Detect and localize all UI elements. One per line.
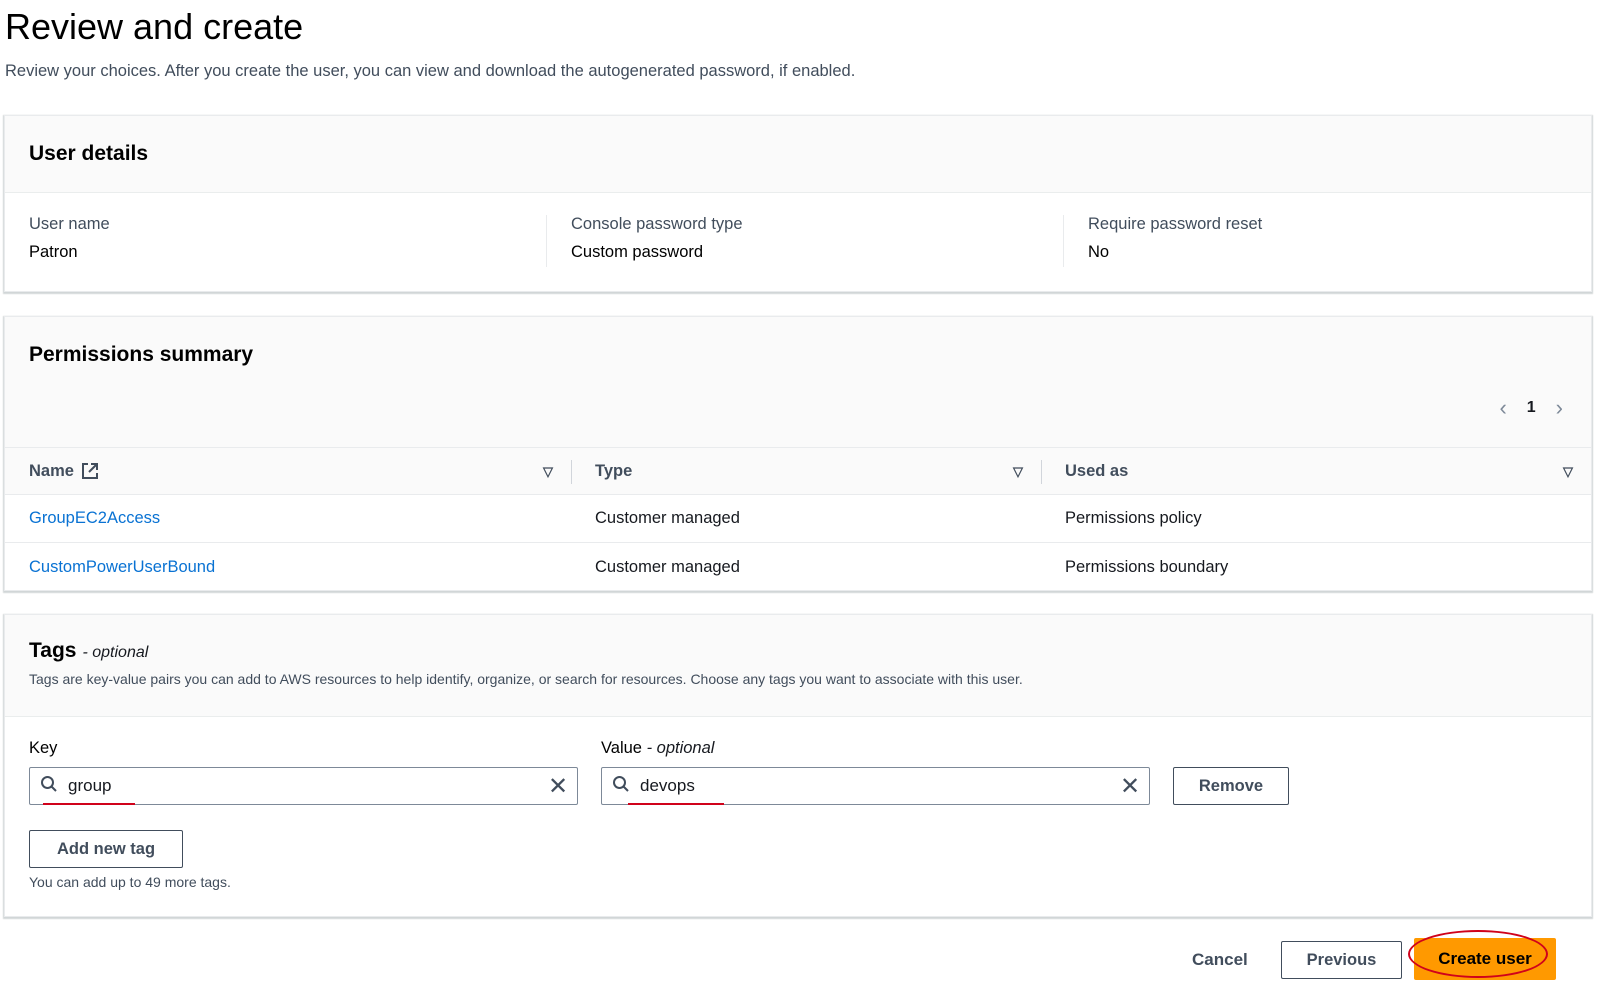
table-row [5, 495, 1591, 543]
table-header [5, 447, 1591, 495]
field-value: Custom password [571, 243, 704, 261]
column-header-label: Type [595, 461, 633, 480]
tags-panel [4, 614, 1592, 917]
field-label: User name [29, 215, 110, 233]
cancel-button[interactable]: Cancel [1192, 950, 1248, 969]
tag-key-value[interactable]: group [68, 776, 112, 795]
user-details-fields [5, 193, 1591, 267]
policy-link[interactable]: CustomPowerUserBound [29, 557, 216, 576]
annotation-circle [1408, 930, 1548, 978]
tags-header [5, 615, 1591, 717]
policy-link[interactable]: GroupEC2Access [29, 509, 161, 527]
remove-button[interactable]: Remove [1173, 767, 1289, 805]
table-cell: Customer managed [595, 557, 740, 576]
clear-icon[interactable]: ✕ [547, 772, 569, 800]
value-label: Value [601, 739, 642, 757]
external-link-icon [81, 462, 99, 480]
tag-key-input[interactable] [29, 767, 578, 805]
chevron-right-icon[interactable]: › [1555, 395, 1563, 420]
tag-value-value[interactable]: devops [640, 776, 695, 795]
sort-caret-icon[interactable]: ▽ [1013, 464, 1023, 479]
tags-title-row [29, 639, 1567, 663]
sort-caret-icon[interactable]: ▽ [543, 464, 553, 479]
field-user-name [29, 215, 546, 267]
chevron-left-icon[interactable]: ‹ [1499, 395, 1507, 420]
optional-label: - optional [82, 644, 149, 661]
field-label: Console password type [571, 215, 743, 233]
optional-label: - optional [646, 739, 715, 757]
column-header-type[interactable] [571, 448, 1041, 494]
search-icon [30, 775, 68, 798]
annotation-underline [628, 803, 724, 805]
field-require-password-reset [1063, 215, 1580, 267]
field-value: No [1088, 243, 1110, 261]
field-console-password-type [546, 215, 1063, 267]
permissions-title: Permissions summary [29, 343, 254, 366]
permissions-summary-panel [4, 316, 1592, 591]
field-value: Patron [29, 243, 78, 261]
user-details-title: User details [29, 142, 149, 165]
page-number[interactable]: 1 [1526, 399, 1536, 416]
user-details-header [5, 116, 1591, 193]
search-icon [602, 775, 640, 798]
clear-icon[interactable]: ✕ [1119, 772, 1141, 800]
table-cell: Customer managed [595, 509, 740, 527]
column-header-used-as[interactable] [1041, 448, 1591, 494]
tags-hint: You can add up to 49 more tags. [29, 874, 231, 890]
sort-caret-icon[interactable]: ▽ [1563, 464, 1573, 479]
tags-title: Tags [29, 639, 77, 662]
column-header-name[interactable] [5, 448, 571, 494]
create-user-button[interactable]: Create user [1414, 938, 1556, 980]
page-title: Review and create [5, 6, 304, 47]
add-new-tag-button[interactable]: Add new tag [29, 830, 183, 868]
page-description: Review your choices. After you create the user, you can view and download the autogenerated password, if enabled. [5, 62, 856, 80]
annotation-underline [43, 803, 135, 805]
value-label-row [601, 739, 714, 758]
tags-description: Tags are key-value pairs you can add to AWS resources to help identify, organize, or search for resources. Choose any tags you want to associate with this user. [29, 671, 1023, 687]
column-header-label: Name [29, 461, 74, 480]
table-row [5, 543, 1591, 591]
tag-value-input[interactable] [601, 767, 1150, 805]
user-details-panel [4, 115, 1592, 292]
permissions-header [5, 317, 1591, 447]
key-label: Key [29, 739, 58, 757]
field-label: Require password reset [1088, 215, 1263, 233]
previous-button[interactable]: Previous [1281, 941, 1402, 979]
table-cell: Permissions boundary [1065, 557, 1229, 576]
column-header-label: Used as [1065, 461, 1129, 480]
pagination [1499, 395, 1563, 421]
table-cell: Permissions policy [1065, 509, 1202, 527]
